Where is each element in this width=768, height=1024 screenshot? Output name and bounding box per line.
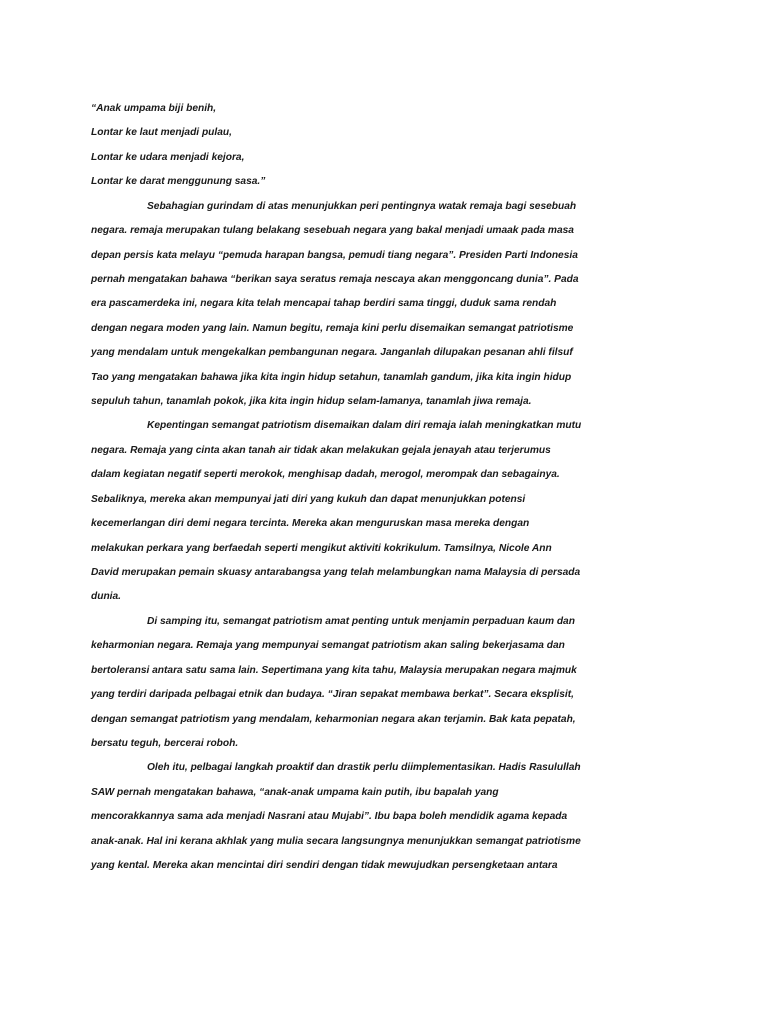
text-line: David merupakan pemain skuasy antarabangsa yang telah melambungkan nama Malaysia di persada (91, 567, 581, 579)
text-line: negara. remaja merupakan tulang belakang sesebuah negara yang bakal menjadi umaak pada masa (91, 225, 574, 237)
text-line: negara. Remaja yang cinta akan tanah air tidak akan melakukan gejala jenayah atau terjerumus (91, 444, 551, 456)
text-line: “Anak umpama biji benih, (91, 103, 217, 114)
text-line: mencorakkannya sama ada menjadi Nasrani atau Mujabi”. Ibu bapa boleh mendidik agama kepada (91, 811, 568, 823)
text-line: dunia. (91, 591, 121, 603)
text-line: SAW pernah mengatakan bahawa, “anak-anak umpama kain putih, ibu bapalah yang (91, 786, 499, 798)
text-line: Lontar ke laut menjadi pulau, (91, 127, 232, 139)
text-line: pernah mengatakan bahawa “berikan saya seratus remaja nescaya akan menggoncang dunia”. Pada (91, 273, 579, 285)
text-line: Sebaliknya, mereka akan mempunyai jati diri yang kukuh dan dapat menunjukkan potensi (91, 493, 526, 505)
text-line: depan persis kata melayu “pemuda harapan bangsa, pemudi tiang negara”. Presiden Parti Indonesia (91, 249, 578, 261)
text-line: yang mendalam untuk mengekalkan pembangunan negara. Janganlah dilupakan pesanan ahli filsuf (91, 347, 573, 359)
paragraph-first-line: Sebahagian gurindam di atas menunjukkan peri pentingnya watak remaja bagi sesebuah (147, 200, 577, 212)
text-line: dalam kegiatan negatif seperti merokok, menghisap dadah, merogol, merompak dan sebagainya. (91, 469, 560, 481)
text-line: sepuluh tahun, tanamlah pokok, jika kita ingin hidup selam-lamanya, tanamlah jiwa remaja. (91, 396, 532, 408)
text-line: bertoleransi antara satu sama lain. Sepertimana yang kita tahu, Malaysia merupakan negara majmuk (91, 664, 577, 676)
text-line: Tao yang mengatakan bahawa jika kita ingin hidup setahun, tanamlah gandum, jika kita ingin hidup (91, 371, 572, 383)
text-line: era pascamerdeka ini, negara kita telah mencapai tahap berdiri sama tinggi, duduk sama rendah (91, 298, 557, 310)
text-line: bersatu teguh, bercerai roboh. (91, 737, 239, 749)
paragraph-first-line: Di samping itu, semangat patriotism amat penting untuk menjamin perpaduan kaum dan (147, 615, 575, 627)
paragraph-first-line: Kepentingan semangat patriotism disemaikan dalam diri remaja ialah meningkatkan mutu (147, 420, 582, 432)
paragraph-first-line: Oleh itu, pelbagai langkah proaktif dan drastik perlu diimplementasikan. Hadis Rasulullah (147, 762, 581, 774)
text-line: yang terdiri daripada pelbagai etnik dan budaya. “Jiran sepakat membawa berkat”. Secara eksplisit, (91, 689, 574, 701)
essay-text (91, 97, 691, 879)
text-line: anak-anak. Hal ini kerana akhlak yang mulia secara langsungnya menunjukkan semangat patriotisme (91, 835, 581, 847)
text-line: Lontar ke darat menggunung sasa.” (91, 176, 266, 188)
text-line: dengan semangat patriotism yang mendalam, keharmonian negara akan terjamin. Bak kata pepatah, (91, 713, 576, 725)
text-line: keharmonian negara. Remaja yang mempunyai semangat patriotism akan saling bekerjasama dan (91, 640, 565, 652)
text-line: melakukan perkara yang berfaedah seperti mengikut aktiviti kokrikulum. Tamsilnya, Nicole Ann (91, 542, 552, 554)
text-line: Lontar ke udara menjadi kejora, (91, 151, 245, 163)
text-line: kecemerlangan diri demi negara tercinta. Mereka akan menguruskan masa mereka dengan (91, 518, 530, 530)
text-line: yang kental. Mereka akan mencintai diri sendiri dengan tidak mewujudkan persengketaan antara (91, 860, 558, 872)
text-line: dengan negara moden yang lain. Namun begitu, remaja kini perlu disemaikan semangat patriotisme (91, 322, 574, 334)
